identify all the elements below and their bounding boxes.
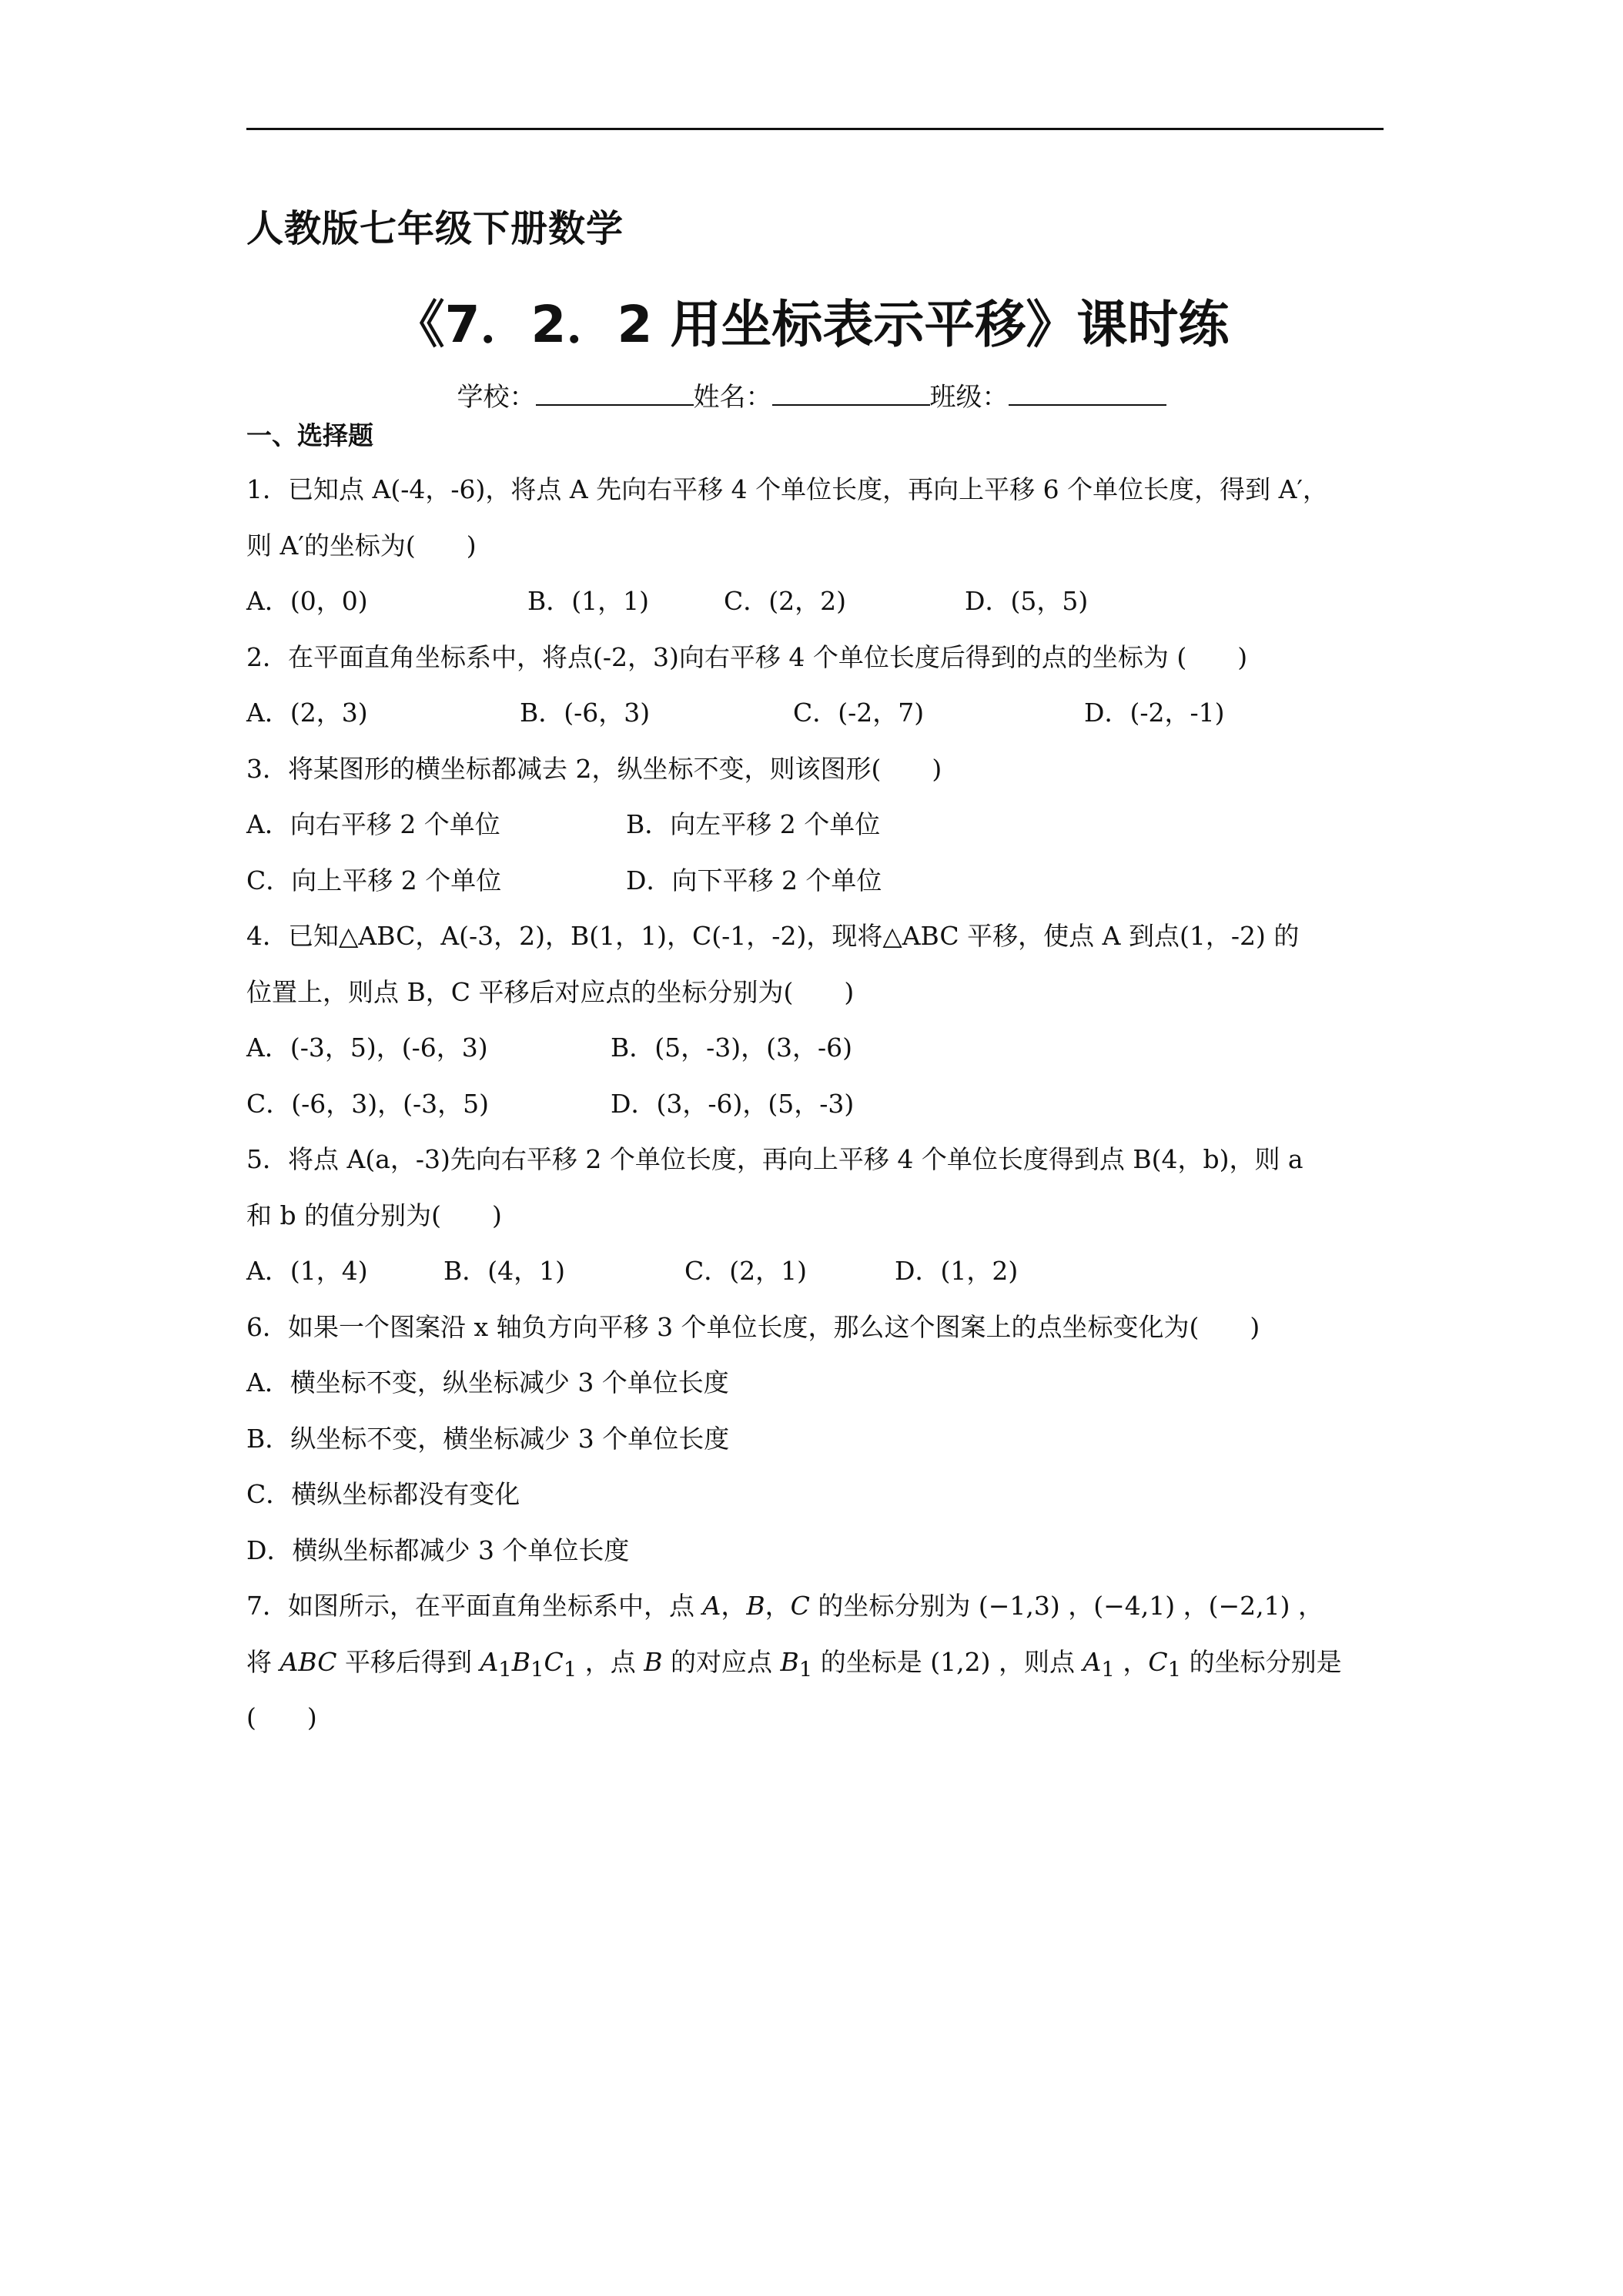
coordinate: (1,2) <box>930 1646 991 1677</box>
subscript: 1 <box>1101 1657 1115 1682</box>
question-2-line-1: 2．在平面直角坐标系中，将点(-2，3)向右平移 4 个单位长度后得到的点的坐标为 ( ) <box>246 641 1248 672</box>
question-3-option-b[interactable]: B．向左平移 2 个单位 <box>626 809 881 839</box>
subscript: 1 <box>498 1657 512 1682</box>
question-2-option-a[interactable]: A．(2，3) <box>246 698 368 728</box>
coordinate: (−4,1) <box>1093 1591 1176 1621</box>
question-6-option-c[interactable]: C．横纵坐标都没有变化 <box>246 1479 520 1509</box>
subscript: 1 <box>1167 1657 1182 1682</box>
question-4-options-row-2 <box>246 1076 1386 1133</box>
point-label: C <box>1148 1646 1168 1677</box>
question-2-option-b[interactable]: B．(-6，3) <box>520 698 651 728</box>
q7-text: 的坐标是 <box>812 1646 931 1677</box>
question-2-option-d[interactable]: D．(-2，-1) <box>1084 698 1225 728</box>
q7-text: 的坐标分别为 <box>809 1591 979 1621</box>
question-5-option-c[interactable]: C．(2，1) <box>684 1256 807 1286</box>
question-2-option-c[interactable]: C．(-2，7) <box>793 698 925 728</box>
question-7-line-2 <box>246 1635 1386 1691</box>
question-5-option-d[interactable]: D．(1，2) <box>895 1256 1019 1286</box>
question-3-option-c[interactable]: C．向上平移 2 个单位 <box>246 865 502 895</box>
question-4-options-row-1 <box>246 1020 1386 1076</box>
question-3-options-row-2 <box>246 853 1386 909</box>
school-blank[interactable] <box>536 381 694 406</box>
class-label: 班级： <box>929 382 1009 413</box>
q7-text: ， <box>1114 1646 1149 1677</box>
question-7-answer-paren: ( ) <box>246 1702 317 1732</box>
school-label: 学校： <box>457 382 536 413</box>
subscript: 1 <box>798 1657 813 1682</box>
coordinate: (−1,3) <box>978 1591 1060 1621</box>
question-6-line-1: 6．如果一个图案沿 x 轴负方向平移 3 个单位长度，那么这个图案上的点坐标变化为( ) <box>246 1311 1260 1342</box>
question-7-line-1 <box>246 1578 1386 1635</box>
question-4-line-2: 位置上，则点 B，C 平移后对应点的坐标分别为( ) <box>246 976 855 1007</box>
point-label: A <box>480 1646 499 1677</box>
q7-text: 7．如图所示，在平面直角坐标系中，点 <box>246 1591 703 1621</box>
question-1-option-a[interactable]: A．(0，0) <box>246 586 368 616</box>
question-4-line-1: 4．已知△ABC，A(-3，2)，B(1，1)，C(-1，-2)，现将△ABC 平移，使点 A 到点(1，-2) 的 <box>246 921 1300 951</box>
question-4-option-b[interactable]: B．(5，-3)，(3，-6) <box>611 1033 853 1063</box>
point-label: C <box>544 1646 564 1677</box>
question-4-option-a[interactable]: A．(-3，5)，(-6，3) <box>246 1033 488 1063</box>
point-label: B <box>644 1646 663 1677</box>
question-1-option-b[interactable]: B．(1，1) <box>527 586 649 616</box>
question-5-line-1: 5．将点 A(a，-3)先向右平移 2 个单位长度，再向上平移 4 个单位长度得到点 B(4，b)，则 a <box>246 1144 1303 1174</box>
coordinate: (−2,1) <box>1208 1591 1290 1621</box>
subject-heading: 人教版七年级下册数学 <box>246 207 624 250</box>
question-4-option-c[interactable]: C．(-6，3)，(-3，5) <box>246 1088 490 1119</box>
point-label: A <box>1083 1646 1102 1677</box>
question-3-line-1: 3．将某图形的横坐标都减去 2，纵坐标不变，则该图形( ) <box>246 753 942 784</box>
name-blank[interactable] <box>772 381 930 406</box>
question-3-options-row-1 <box>246 797 1386 853</box>
header-rule <box>246 128 1384 130</box>
point-label: B <box>511 1646 531 1677</box>
question-6-option-a[interactable]: A．横坐标不变，纵坐标减少 3 个单位长度 <box>246 1367 729 1397</box>
question-3-option-d[interactable]: D．向下平移 2 个单位 <box>626 865 882 895</box>
question-1-option-d[interactable]: D．(5，5) <box>965 586 1089 616</box>
point-label: C <box>790 1591 810 1621</box>
question-6-option-d[interactable]: D．横纵坐标都减少 3 个单位长度 <box>246 1535 630 1565</box>
question-1-line-2: 则 A′的坐标为( ) <box>246 530 477 561</box>
page-title: 《7．2．2 用坐标表示平移》课时练 <box>393 295 1230 354</box>
point-label: A <box>702 1591 721 1621</box>
question-1-options <box>246 574 1386 630</box>
question-5-options <box>246 1243 1386 1300</box>
section-heading: 一、选择题 <box>246 420 373 450</box>
q7-text: ， <box>1059 1591 1094 1621</box>
q7-text: ，则点 <box>990 1646 1083 1677</box>
subscript: 1 <box>563 1657 577 1682</box>
question-2-options <box>246 685 1386 741</box>
q7-text: 平移后得到 <box>336 1646 480 1677</box>
question-5-option-b[interactable]: B．(4，1) <box>443 1256 565 1286</box>
q7-text: ，点 <box>577 1646 644 1677</box>
question-4-option-d[interactable]: D．(3，-6)，(5，-3) <box>611 1088 855 1119</box>
q7-text: 的对应点 <box>662 1646 781 1677</box>
point-label: B <box>746 1591 765 1621</box>
q7-text: ， <box>721 1591 747 1621</box>
q7-text: ， <box>1175 1591 1209 1621</box>
q7-text: 将 <box>246 1646 280 1677</box>
question-6-option-b[interactable]: B．纵坐标不变，横坐标减少 3 个单位长度 <box>246 1423 730 1454</box>
point-label: B <box>780 1646 799 1677</box>
name-label: 姓名： <box>693 382 772 413</box>
question-5-option-a[interactable]: A．(1，4) <box>246 1256 368 1286</box>
question-1-line-1: 1．已知点 A(-4，-6)，将点 A 先向右平移 4 个单位长度，再向上平移 6 个单位长度，得到 A′， <box>246 474 1328 504</box>
question-3-option-a[interactable]: A．向右平移 2 个单位 <box>246 809 500 839</box>
q7-text: ， <box>1290 1591 1324 1621</box>
triangle-label: ABC <box>279 1646 337 1677</box>
q7-text: ， <box>765 1591 791 1621</box>
question-5-line-2: 和 b 的值分别为( ) <box>246 1200 502 1230</box>
question-1-option-c[interactable]: C．(2，2) <box>724 586 846 616</box>
question-list <box>246 462 1386 1746</box>
q7-text: 的坐标分别是 <box>1181 1646 1342 1677</box>
subscript: 1 <box>530 1657 544 1682</box>
student-info-line <box>0 376 1623 413</box>
class-blank[interactable] <box>1009 381 1166 406</box>
